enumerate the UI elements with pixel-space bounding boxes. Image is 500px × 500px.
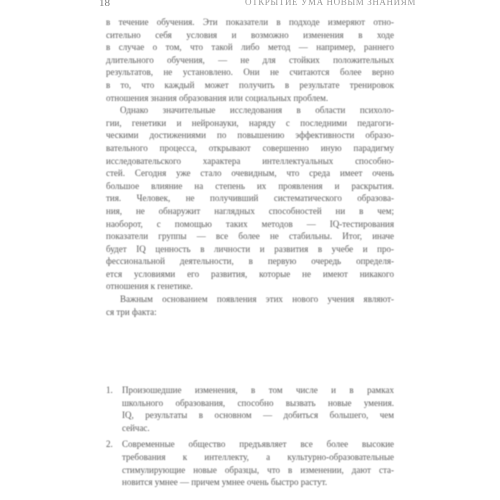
text-line: сейчас. [122,422,150,433]
text-line: показатели группы — все более не стабильны. Итог, иначе [106,231,394,242]
text-line: будет IQ ценность в личности и развития в учебе и про- [106,243,394,254]
text-line: ния, не обнаружит наглядных способностей ни в чем; [106,205,394,216]
page-number: 18 [99,0,110,9]
text-line: в случае о том, что такой либо метод — например, раннего [106,42,394,53]
text-line: ческими достижениями по повышению эффективности образо- [106,130,394,141]
text-line: Современные общество предъявляет все более высокие [122,439,394,450]
numbered-list [106,384,394,489]
text-line: ся три факта: [106,306,157,317]
text-line: IQ, результаты в основном — добиться большего, чем [122,410,394,421]
text-line: Однако значительные исследования в области психоло- [120,105,394,116]
list-item-number: 1. [106,385,113,395]
text-line: отношения знания образования или социальных проблем. [106,92,329,103]
text-line: гии, генетики и нейронауки, наряду с последними педагоги- [106,117,394,128]
text-line: исследовательского характера интеллектуальных способно- [106,155,394,166]
list-item-number: 2. [106,439,113,450]
text-line: вательного процесса, открывают совершенно иную парадигму [106,142,394,153]
list-item [106,384,394,434]
text-line: новится умнее — причем умнее очень быстро растут. [122,477,328,488]
text-line: наоборот, с помощью таких методов — IQ-тестирования [106,218,394,229]
text-line: результатов, не установлено. Они не считаются более верно [106,67,394,78]
paragraph [106,293,394,318]
text-line: стей. Сегодня уже стало очевидным, что среда имеет очень [106,168,394,179]
body-text [106,16,394,318]
paragraph [106,104,394,293]
paragraph [106,16,394,104]
text-line: длительного обучения, — не для стойких положительных [106,54,394,65]
text-line: большое влияние на степень их проявления и раскрытия. [106,180,394,191]
text-line: отношения к генетике. [106,281,193,292]
text-line: в то, что каждый может получить в результате тренировок [106,79,394,90]
text-line: сительно себя условия и возможно изменения в ходе [106,29,394,40]
text-line: стимулирующие новые образцы, что в изменении, дают ста- [122,464,394,475]
text-line: фессиональной деятельности, в первую очередь определя- [106,256,394,267]
text-line: школьного образования, способно вызвать новые умения. [122,397,394,408]
text-line: Произошедшие изменения, в том числе и в рамках [122,385,394,395]
text-line: Важным основанием появления этих нового учения являют- [120,294,394,305]
list-item [106,438,394,488]
text-line: в течение обучения. Эти показатели в подходе измеряют отно- [106,17,394,27]
text-line: требования к интеллекту, а культурно-образовательные [122,451,394,462]
text-line: ется условиями его развития, которые не имеют никакого [106,268,394,279]
running-title: ОТКРЫТИЕ УМА НОВЫМ ЗНАНИЯМ [245,0,416,7]
text-line: тия. Человек, не получивший систематического образова- [106,193,394,204]
page-header [0,0,500,14]
